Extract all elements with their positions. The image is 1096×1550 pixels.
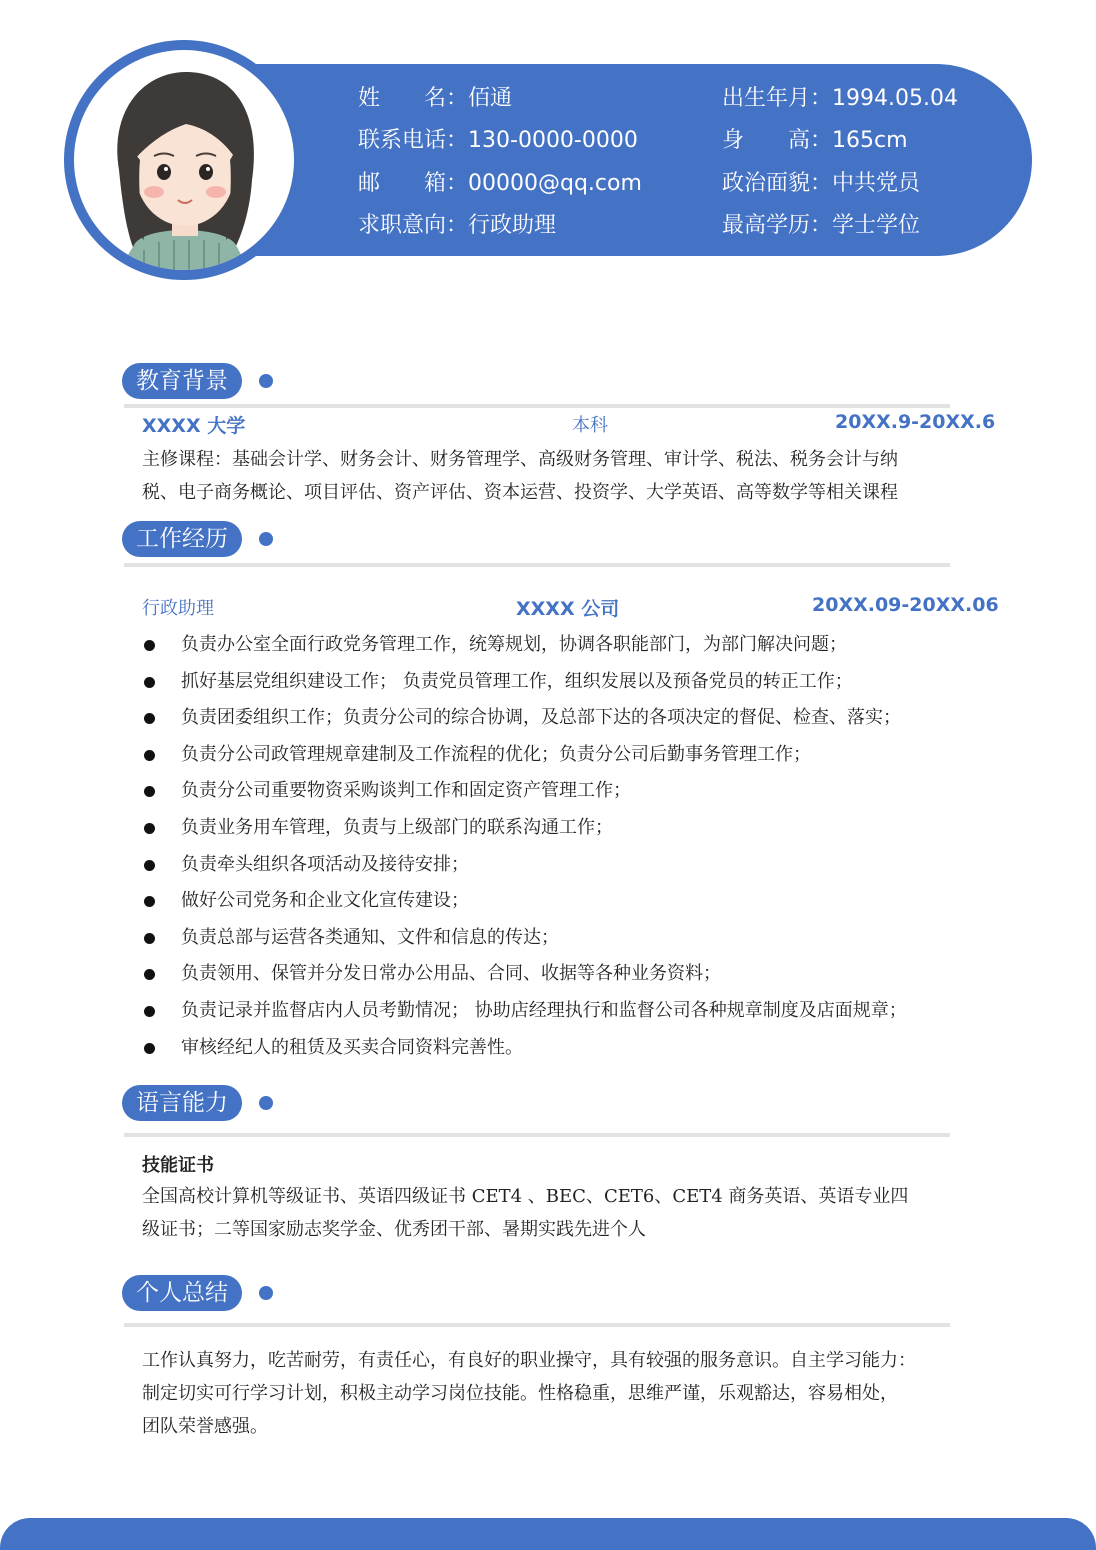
list-item [142, 993, 907, 1030]
profile-email-row [358, 169, 642, 199]
duty-text: 负责分公司政管理规章建制及工作流程的优化；负责分公司后勤事务管理工作； [181, 743, 811, 765]
certificates-line: 全国高校计算机等级证书、英语四级证书 CET4 、BEC、CET6、CET4 商务英语、英语专业四 [142, 1186, 909, 1207]
section-divider [124, 1323, 950, 1327]
politics-label: 政治面貌： [722, 171, 833, 196]
skills-subtitle: 技能证书 [142, 1155, 214, 1176]
politics-value: 中共党员 [832, 171, 921, 196]
email-value: 00000@qq.com [468, 171, 642, 196]
list-item [142, 664, 907, 701]
education-title: 教育背景 [122, 363, 242, 399]
duty-text: 负责领用、保管并分发日常办公用品、合同、收据等各种业务资料； [181, 963, 721, 985]
bullet-icon [144, 713, 155, 724]
section-dot-icon [259, 1286, 273, 1300]
list-item [142, 883, 907, 920]
bullet-icon [144, 969, 155, 980]
duty-text: 负责业务用车管理，负责与上级部门的联系沟通工作； [181, 816, 613, 838]
courses-text [142, 443, 898, 509]
certificates-text [142, 1180, 908, 1246]
list-item [142, 810, 907, 847]
profile-phone-row [358, 126, 638, 156]
education-period: 20XX.9-20XX.6 [835, 411, 996, 433]
company-name: XXXX 公司 [516, 598, 620, 620]
email-label: 邮 箱： [358, 171, 469, 196]
bullet-icon [144, 786, 155, 797]
profile-objective-row [358, 211, 556, 241]
profile-height-row [722, 126, 908, 156]
summary-line: 工作认真努力，吃苦耐劳，有责任心，有良好的职业操守，具有较强的服务意识。自主学习能力： [142, 1350, 916, 1371]
degree-value: 学士学位 [832, 213, 921, 238]
education-level: 本科 [572, 415, 608, 436]
section-dot-icon [259, 532, 273, 546]
summary-line: 制定切实可行学习计划，积极主动学习岗位技能。性格稳重，思维严谨，乐观豁达，容易相处， [142, 1383, 898, 1404]
profile-politics-row [722, 169, 920, 199]
avatar [74, 50, 294, 270]
duty-text: 负责记录并监督店内人员考勤情况； 协助店经理执行和监督公司各种规章制度及店面规章； [181, 999, 907, 1021]
profile-birth-row [722, 84, 958, 114]
name-value: 佰通 [468, 86, 513, 111]
bullet-icon [144, 860, 155, 871]
bullet-icon [144, 640, 155, 651]
height-label: 身 高： [722, 128, 833, 153]
list-item [142, 920, 907, 957]
profile-name-row [358, 84, 512, 114]
bullet-icon [144, 1006, 155, 1017]
height-value: 165cm [832, 128, 908, 153]
section-divider [124, 563, 950, 567]
duty-text: 做好公司党务和企业文化宣传建设； [181, 890, 469, 912]
phone-label: 联系电话： [358, 128, 469, 153]
section-dot-icon [259, 1096, 273, 1110]
list-item [142, 700, 907, 737]
degree-label: 最高学历： [722, 213, 833, 238]
duty-text: 负责分公司重要物资采购谈判工作和固定资产管理工作； [181, 780, 631, 802]
list-item [142, 737, 907, 774]
bullet-icon [144, 823, 155, 834]
section-divider [124, 404, 950, 408]
list-item [142, 773, 907, 810]
summary-text [142, 1344, 916, 1443]
courses-line: 税、电子商务概论、项目评估、资产评估、资本运营、投资学、大学英语、高等数学等相关课程 [142, 482, 898, 503]
duty-text: 负责办公室全面行政党务管理工作，统筹规划，协调各职能部门，为部门解决问题； [181, 634, 847, 655]
list-item [142, 627, 907, 664]
footer-bar [0, 1518, 1096, 1550]
summary-line: 团队荣誉感强。 [142, 1416, 268, 1437]
profile-degree-row [722, 211, 920, 241]
phone-value: 130-0000-0000 [468, 128, 638, 153]
work-period: 20XX.09-20XX.06 [812, 594, 999, 616]
school-name: XXXX 大学 [142, 415, 246, 437]
duties-list [142, 627, 907, 1066]
duty-text: 抓好基层党组织建设工作； 负责党员管理工作，组织发展以及预备党员的转正工作； [181, 670, 853, 692]
job-position: 行政助理 [142, 598, 214, 619]
bullet-icon [144, 750, 155, 761]
duty-text: 审核经纪人的租赁及买卖合同资料完善性。 [181, 1036, 523, 1058]
objective-value: 行政助理 [468, 213, 557, 238]
certificates-line: 级证书；二等国家励志奖学金、优秀团干部、暑期实践先进个人 [142, 1219, 646, 1240]
list-item [142, 956, 907, 993]
language-title: 语言能力 [122, 1085, 242, 1121]
bullet-icon [144, 1043, 155, 1054]
summary-title: 个人总结 [122, 1275, 242, 1311]
name-label: 姓 名： [358, 86, 469, 111]
avatar-illustration-icon [74, 50, 294, 270]
list-item [142, 1030, 907, 1067]
birth-label: 出生年月： [722, 86, 833, 111]
bullet-icon [144, 933, 155, 944]
courses-line: 主修课程：基础会计学、财务会计、财务管理学、高级财务管理、审计学、税法、税务会计与纳 [142, 449, 898, 470]
bullet-icon [144, 677, 155, 688]
list-item [142, 847, 907, 884]
birth-value: 1994.05.04 [832, 86, 958, 111]
bullet-icon [144, 896, 155, 907]
section-divider [124, 1133, 950, 1137]
duty-text: 负责牵头组织各项活动及接待安排； [181, 853, 469, 875]
section-dot-icon [259, 374, 273, 388]
duty-text: 负责总部与运营各类通知、文件和信息的传达； [181, 926, 559, 948]
duty-text: 负责团委组织工作；负责分公司的综合协调，及总部下达的各项决定的督促、检查、落实； [181, 707, 901, 729]
objective-label: 求职意向： [358, 213, 469, 238]
work-title: 工作经历 [122, 521, 242, 557]
